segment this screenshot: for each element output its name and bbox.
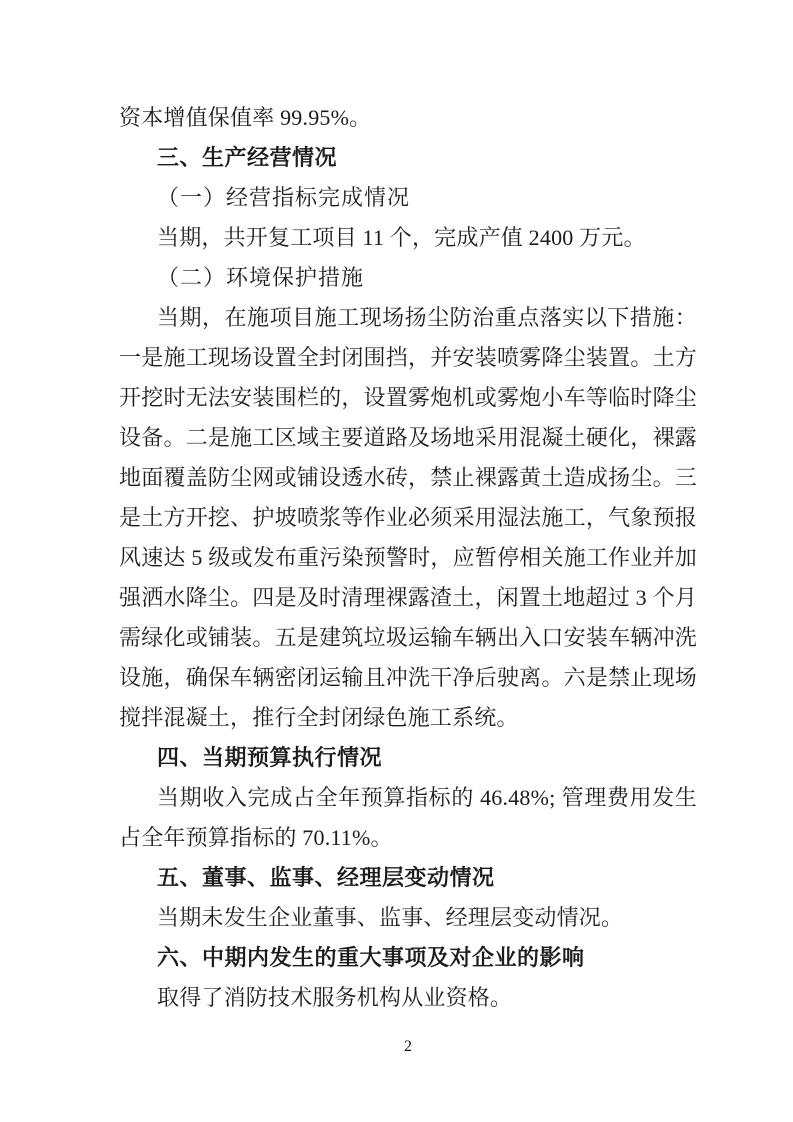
- document-body: [119, 0, 697, 1058]
- subsection-heading-1: （一）经营指标完成情况: [157, 185, 411, 210]
- paragraph-line: 开挖时无法安装围栏的，设置雾炮机或雾炮小车等临时降尘: [119, 385, 697, 410]
- page-number: 2: [404, 1038, 412, 1055]
- paragraph-line: 资本增值保值率 99.95%。: [119, 105, 372, 130]
- paragraph-line: 需绿化或铺装。五是建筑垃圾运输车辆出入口安装车辆冲洗: [119, 625, 697, 650]
- paragraph-line: 当期收入完成占全年预算指标的 46.48%; 管理费用发生: [157, 785, 697, 810]
- paragraph-line: 当期未发生企业董事、监事、经理层变动情况。: [157, 905, 624, 930]
- section-heading-5: 五、董事、监事、经理层变动情况: [157, 865, 495, 890]
- paragraph-line: 风速达 5 级或发布重污染预警时，应暂停相关施工作业并加: [119, 545, 697, 570]
- paragraph-line: 取得了消防技术服务机构从业资格。: [157, 985, 513, 1010]
- paragraph-line: 强洒水降尘。四是及时清理裸露渣土，闲置土地超过 3 个月: [119, 585, 697, 610]
- section-heading-6: 六、中期内发生的重大事项及对企业的影响: [157, 945, 585, 970]
- section-heading-4: 四、当期预算执行情况: [157, 745, 383, 770]
- paragraph-line: 地面覆盖防尘网或铺设透水砖，禁止裸露黄土造成扬尘。三: [119, 465, 697, 490]
- paragraph-line: 设备。二是施工区域主要道路及场地采用混凝土硬化，裸露: [119, 425, 697, 450]
- paragraph-line: 搅拌混凝土，推行全封闭绿色施工系统。: [119, 705, 519, 730]
- section-heading-3: 三、生产经营情况: [157, 145, 338, 170]
- subsection-heading-2: （二）环境保护措施: [157, 265, 365, 290]
- paragraph-line: 设施，确保车辆密闭运输且冲洗干净后驶离。六是禁止现场: [119, 665, 697, 690]
- paragraph-line: 一是施工现场设置全封闭围挡，并安装喷雾降尘装置。土方: [119, 345, 697, 370]
- paragraph-line: 当期，共开复工项目 11 个，完成产值 2400 万元。: [157, 225, 646, 250]
- paragraph-line: 当期，在施项目施工现场扬尘防治重点落实以下措施：: [157, 305, 697, 330]
- paragraph-line: 是土方开挖、护坡喷浆等作业必须采用湿法施工，气象预报: [119, 505, 697, 530]
- paragraph-line: 占全年预算指标的 70.11%。: [119, 825, 393, 850]
